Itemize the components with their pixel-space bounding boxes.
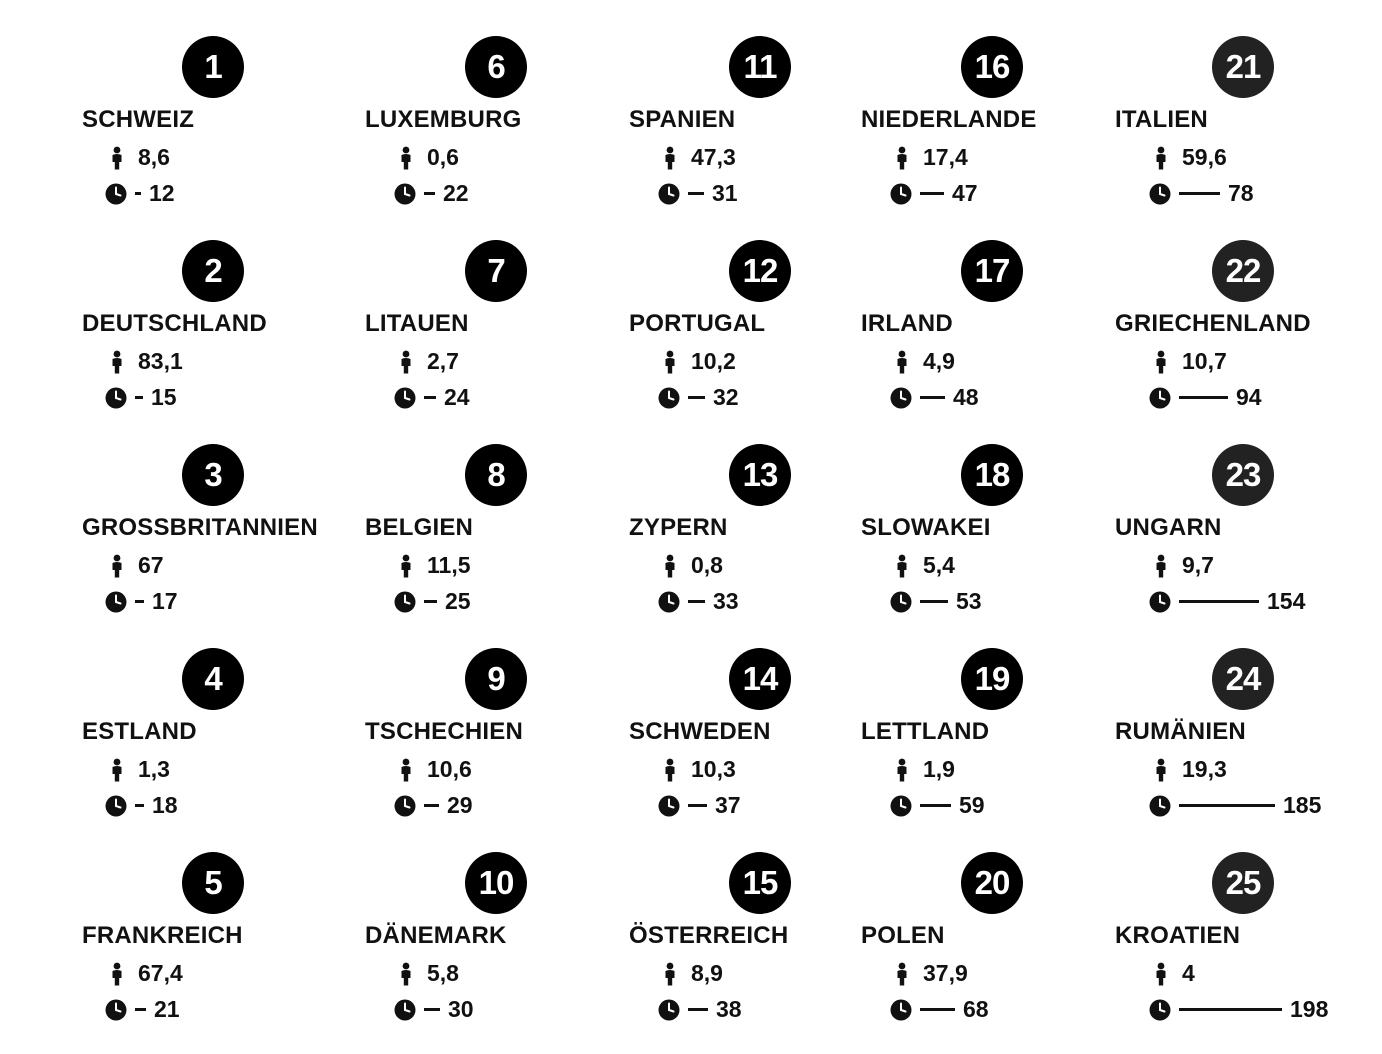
duration-value: 53 xyxy=(956,588,982,614)
person-icon xyxy=(1154,962,1168,986)
duration-row xyxy=(1149,180,1254,207)
population-row xyxy=(399,144,459,171)
person-icon xyxy=(895,554,909,578)
duration-bar xyxy=(920,600,948,603)
population-value: 8,9 xyxy=(691,960,723,986)
population-row xyxy=(110,960,183,987)
duration-row xyxy=(890,588,982,615)
population-value: 37,9 xyxy=(923,960,968,986)
population-value: 8,6 xyxy=(138,144,170,170)
population-value: 4,9 xyxy=(923,348,955,374)
duration-bar xyxy=(688,192,704,195)
duration-bar xyxy=(1179,192,1220,195)
population-value: 67 xyxy=(138,552,164,578)
person-icon xyxy=(663,962,677,986)
rank-badge: 17 xyxy=(961,240,1023,302)
rank-badge: 16 xyxy=(961,36,1023,98)
population-value: 19,3 xyxy=(1182,756,1227,782)
duration-value: 154 xyxy=(1267,588,1306,614)
rank-badge: 2 xyxy=(182,240,244,302)
population-row xyxy=(110,144,170,171)
population-value: 0,6 xyxy=(427,144,459,170)
population-row xyxy=(663,348,736,375)
person-icon xyxy=(110,146,124,170)
population-row xyxy=(663,756,736,783)
duration-value: 33 xyxy=(713,588,739,614)
population-row xyxy=(110,552,164,579)
duration-row xyxy=(394,384,470,411)
duration-row xyxy=(105,792,178,819)
duration-row xyxy=(105,588,178,615)
rank-badge: 25 xyxy=(1212,852,1274,914)
duration-bar xyxy=(688,600,705,603)
population-row xyxy=(1154,756,1227,783)
country-entry xyxy=(629,234,861,434)
population-row xyxy=(895,960,968,987)
duration-row xyxy=(394,792,473,819)
country-name: LITAUEN xyxy=(365,310,469,337)
population-row xyxy=(663,144,736,171)
population-row xyxy=(110,756,170,783)
population-row xyxy=(895,144,968,171)
person-icon xyxy=(110,350,124,374)
population-row xyxy=(399,960,459,987)
country-entry xyxy=(82,438,365,638)
population-value: 83,1 xyxy=(138,348,183,374)
country-name: SPANIEN xyxy=(629,106,736,133)
country-entry xyxy=(82,846,365,1046)
population-row xyxy=(399,756,472,783)
duration-row xyxy=(1149,384,1262,411)
duration-bar xyxy=(135,1008,146,1011)
duration-value: 17 xyxy=(152,588,178,614)
duration-bar xyxy=(920,804,951,807)
duration-bar xyxy=(1179,396,1228,399)
duration-value: 94 xyxy=(1236,384,1262,410)
country-name: ÖSTERREICH xyxy=(629,922,789,949)
population-row xyxy=(895,552,955,579)
clock-icon xyxy=(1149,387,1171,409)
duration-row xyxy=(890,180,978,207)
rank-badge: 13 xyxy=(729,444,791,506)
duration-bar xyxy=(920,192,944,195)
person-icon xyxy=(110,962,124,986)
duration-value: 32 xyxy=(713,384,739,410)
duration-value: 31 xyxy=(712,180,738,206)
duration-bar xyxy=(424,396,436,399)
duration-row xyxy=(658,384,739,411)
duration-bar xyxy=(424,192,435,195)
clock-icon xyxy=(658,591,680,613)
country-name: FRANKREICH xyxy=(82,922,243,949)
country-entry xyxy=(365,846,629,1046)
country-name: NIEDERLANDE xyxy=(861,106,1037,133)
duration-bar xyxy=(1179,600,1259,603)
duration-bar xyxy=(135,804,144,807)
country-name: ITALIEN xyxy=(1115,106,1208,133)
rank-badge: 23 xyxy=(1212,444,1274,506)
clock-icon xyxy=(394,387,416,409)
duration-value: 38 xyxy=(716,996,742,1022)
country-entry xyxy=(82,234,365,434)
rank-badge: 14 xyxy=(729,648,791,710)
person-icon xyxy=(663,146,677,170)
person-icon xyxy=(399,350,413,374)
population-value: 10,7 xyxy=(1182,348,1227,374)
country-name: SCHWEDEN xyxy=(629,718,771,745)
person-icon xyxy=(663,350,677,374)
country-entry xyxy=(1115,846,1375,1046)
country-entry xyxy=(82,30,365,230)
rank-badge: 22 xyxy=(1212,240,1274,302)
duration-row xyxy=(1149,588,1305,615)
duration-bar xyxy=(135,192,141,195)
population-value: 5,4 xyxy=(923,552,955,578)
clock-icon xyxy=(394,591,416,613)
rank-badge: 8 xyxy=(465,444,527,506)
country-name: BELGIEN xyxy=(365,514,474,541)
clock-icon xyxy=(658,999,680,1021)
population-row xyxy=(1154,552,1214,579)
duration-row xyxy=(890,384,979,411)
population-row xyxy=(1154,960,1195,987)
clock-icon xyxy=(1149,183,1171,205)
person-icon xyxy=(1154,554,1168,578)
clock-icon xyxy=(658,183,680,205)
rank-badge: 6 xyxy=(465,36,527,98)
country-entry xyxy=(1115,30,1375,230)
clock-icon xyxy=(105,591,127,613)
country-name: RUMÄNIEN xyxy=(1115,718,1246,745)
duration-bar xyxy=(135,396,143,399)
population-value: 10,3 xyxy=(691,756,736,782)
person-icon xyxy=(895,962,909,986)
person-icon xyxy=(1154,350,1168,374)
country-name: TSCHECHIEN xyxy=(365,718,524,745)
duration-row xyxy=(105,996,180,1023)
duration-value: 198 xyxy=(1290,996,1329,1022)
population-value: 9,7 xyxy=(1182,552,1214,578)
population-value: 0,8 xyxy=(691,552,723,578)
person-icon xyxy=(110,758,124,782)
rank-badge: 10 xyxy=(465,852,527,914)
population-value: 10,6 xyxy=(427,756,472,782)
duration-bar xyxy=(688,804,707,807)
duration-value: 21 xyxy=(154,996,180,1022)
country-entry xyxy=(861,642,1115,842)
population-value: 4 xyxy=(1182,960,1195,986)
clock-icon xyxy=(105,387,127,409)
duration-row xyxy=(890,792,985,819)
duration-bar xyxy=(424,804,439,807)
person-icon xyxy=(663,554,677,578)
rank-badge: 11 xyxy=(729,36,791,98)
clock-icon xyxy=(394,999,416,1021)
clock-icon xyxy=(658,387,680,409)
duration-bar xyxy=(135,600,144,603)
duration-value: 37 xyxy=(715,792,741,818)
duration-row xyxy=(890,996,989,1023)
clock-icon xyxy=(890,183,912,205)
population-value: 1,3 xyxy=(138,756,170,782)
clock-icon xyxy=(890,387,912,409)
country-name: DEUTSCHLAND xyxy=(82,310,267,337)
duration-row xyxy=(394,996,474,1023)
person-icon xyxy=(399,758,413,782)
duration-bar xyxy=(920,1008,955,1011)
country-entry xyxy=(365,234,629,434)
country-name: POLEN xyxy=(861,922,945,949)
country-entry xyxy=(365,438,629,638)
country-name: GROSSBRITANNIEN xyxy=(82,514,318,541)
population-row xyxy=(1154,348,1227,375)
person-icon xyxy=(895,350,909,374)
rank-badge: 3 xyxy=(182,444,244,506)
country-name: LUXEMBURG xyxy=(365,106,522,133)
duration-value: 25 xyxy=(445,588,471,614)
duration-value: 48 xyxy=(953,384,979,410)
country-entry xyxy=(629,30,861,230)
clock-icon xyxy=(394,183,416,205)
country-entry xyxy=(629,846,861,1046)
rank-badge: 12 xyxy=(729,240,791,302)
clock-icon xyxy=(890,591,912,613)
population-value: 67,4 xyxy=(138,960,183,986)
population-row xyxy=(895,756,955,783)
country-name: PORTUGAL xyxy=(629,310,766,337)
country-entry xyxy=(861,846,1115,1046)
duration-row xyxy=(1149,996,1328,1023)
country-entry xyxy=(82,642,365,842)
country-entry xyxy=(1115,438,1375,638)
country-entry xyxy=(861,234,1115,434)
population-row xyxy=(895,348,955,375)
duration-value: 29 xyxy=(447,792,473,818)
population-row xyxy=(663,960,723,987)
rank-badge: 4 xyxy=(182,648,244,710)
person-icon xyxy=(663,758,677,782)
duration-value: 30 xyxy=(448,996,474,1022)
population-value: 59,6 xyxy=(1182,144,1227,170)
population-value: 5,8 xyxy=(427,960,459,986)
duration-value: 185 xyxy=(1283,792,1322,818)
country-entry xyxy=(1115,642,1375,842)
duration-value: 18 xyxy=(152,792,178,818)
clock-icon xyxy=(394,795,416,817)
country-entry xyxy=(629,438,861,638)
country-name: SLOWAKEI xyxy=(861,514,991,541)
duration-row xyxy=(394,180,469,207)
population-value: 2,7 xyxy=(427,348,459,374)
rank-badge: 7 xyxy=(465,240,527,302)
duration-value: 15 xyxy=(151,384,177,410)
duration-row xyxy=(105,180,175,207)
clock-icon xyxy=(1149,591,1171,613)
person-icon xyxy=(1154,758,1168,782)
duration-row xyxy=(658,792,741,819)
population-value: 10,2 xyxy=(691,348,736,374)
country-name: KROATIEN xyxy=(1115,922,1241,949)
country-entry xyxy=(365,30,629,230)
duration-value: 22 xyxy=(443,180,469,206)
population-value: 11,5 xyxy=(427,552,471,578)
rank-badge: 20 xyxy=(961,852,1023,914)
duration-row xyxy=(658,588,739,615)
rank-badge: 1 xyxy=(182,36,244,98)
rank-badge: 15 xyxy=(729,852,791,914)
duration-row xyxy=(394,588,471,615)
duration-value: 68 xyxy=(963,996,989,1022)
clock-icon xyxy=(1149,999,1171,1021)
duration-value: 12 xyxy=(149,180,175,206)
population-row xyxy=(1154,144,1227,171)
rank-badge: 5 xyxy=(182,852,244,914)
country-entry xyxy=(1115,234,1375,434)
population-row xyxy=(399,552,471,579)
duration-value: 47 xyxy=(952,180,978,206)
person-icon xyxy=(895,146,909,170)
clock-icon xyxy=(1149,795,1171,817)
duration-row xyxy=(105,384,177,411)
duration-bar xyxy=(688,396,705,399)
duration-row xyxy=(1149,792,1321,819)
person-icon xyxy=(110,554,124,578)
rank-badge: 18 xyxy=(961,444,1023,506)
rank-badge: 21 xyxy=(1212,36,1274,98)
population-row xyxy=(399,348,459,375)
population-value: 17,4 xyxy=(923,144,968,170)
rank-badge: 19 xyxy=(961,648,1023,710)
country-name: GRIECHENLAND xyxy=(1115,310,1311,337)
duration-bar xyxy=(424,1008,440,1011)
clock-icon xyxy=(105,183,127,205)
country-entry xyxy=(861,438,1115,638)
duration-value: 24 xyxy=(444,384,470,410)
person-icon xyxy=(399,554,413,578)
duration-bar xyxy=(1179,1008,1282,1011)
duration-bar xyxy=(424,600,437,603)
duration-row xyxy=(658,180,738,207)
country-name: LETTLAND xyxy=(861,718,990,745)
duration-bar xyxy=(920,396,945,399)
clock-icon xyxy=(105,795,127,817)
clock-icon xyxy=(890,999,912,1021)
population-row xyxy=(110,348,183,375)
rank-badge: 24 xyxy=(1212,648,1274,710)
person-icon xyxy=(399,962,413,986)
duration-value: 59 xyxy=(959,792,985,818)
duration-bar xyxy=(1179,804,1275,807)
country-name: IRLAND xyxy=(861,310,953,337)
person-icon xyxy=(1154,146,1168,170)
duration-bar xyxy=(688,1008,708,1011)
clock-icon xyxy=(890,795,912,817)
person-icon xyxy=(399,146,413,170)
country-entry xyxy=(629,642,861,842)
person-icon xyxy=(895,758,909,782)
country-name: SCHWEIZ xyxy=(82,106,195,133)
population-value: 47,3 xyxy=(691,144,736,170)
population-row xyxy=(663,552,723,579)
country-name: DÄNEMARK xyxy=(365,922,507,949)
country-entry xyxy=(365,642,629,842)
country-name: ZYPERN xyxy=(629,514,728,541)
population-value: 1,9 xyxy=(923,756,955,782)
clock-icon xyxy=(658,795,680,817)
duration-row xyxy=(658,996,742,1023)
clock-icon xyxy=(105,999,127,1021)
duration-value: 78 xyxy=(1228,180,1254,206)
country-name: ESTLAND xyxy=(82,718,197,745)
rank-badge: 9 xyxy=(465,648,527,710)
country-entry xyxy=(861,30,1115,230)
country-name: UNGARN xyxy=(1115,514,1222,541)
